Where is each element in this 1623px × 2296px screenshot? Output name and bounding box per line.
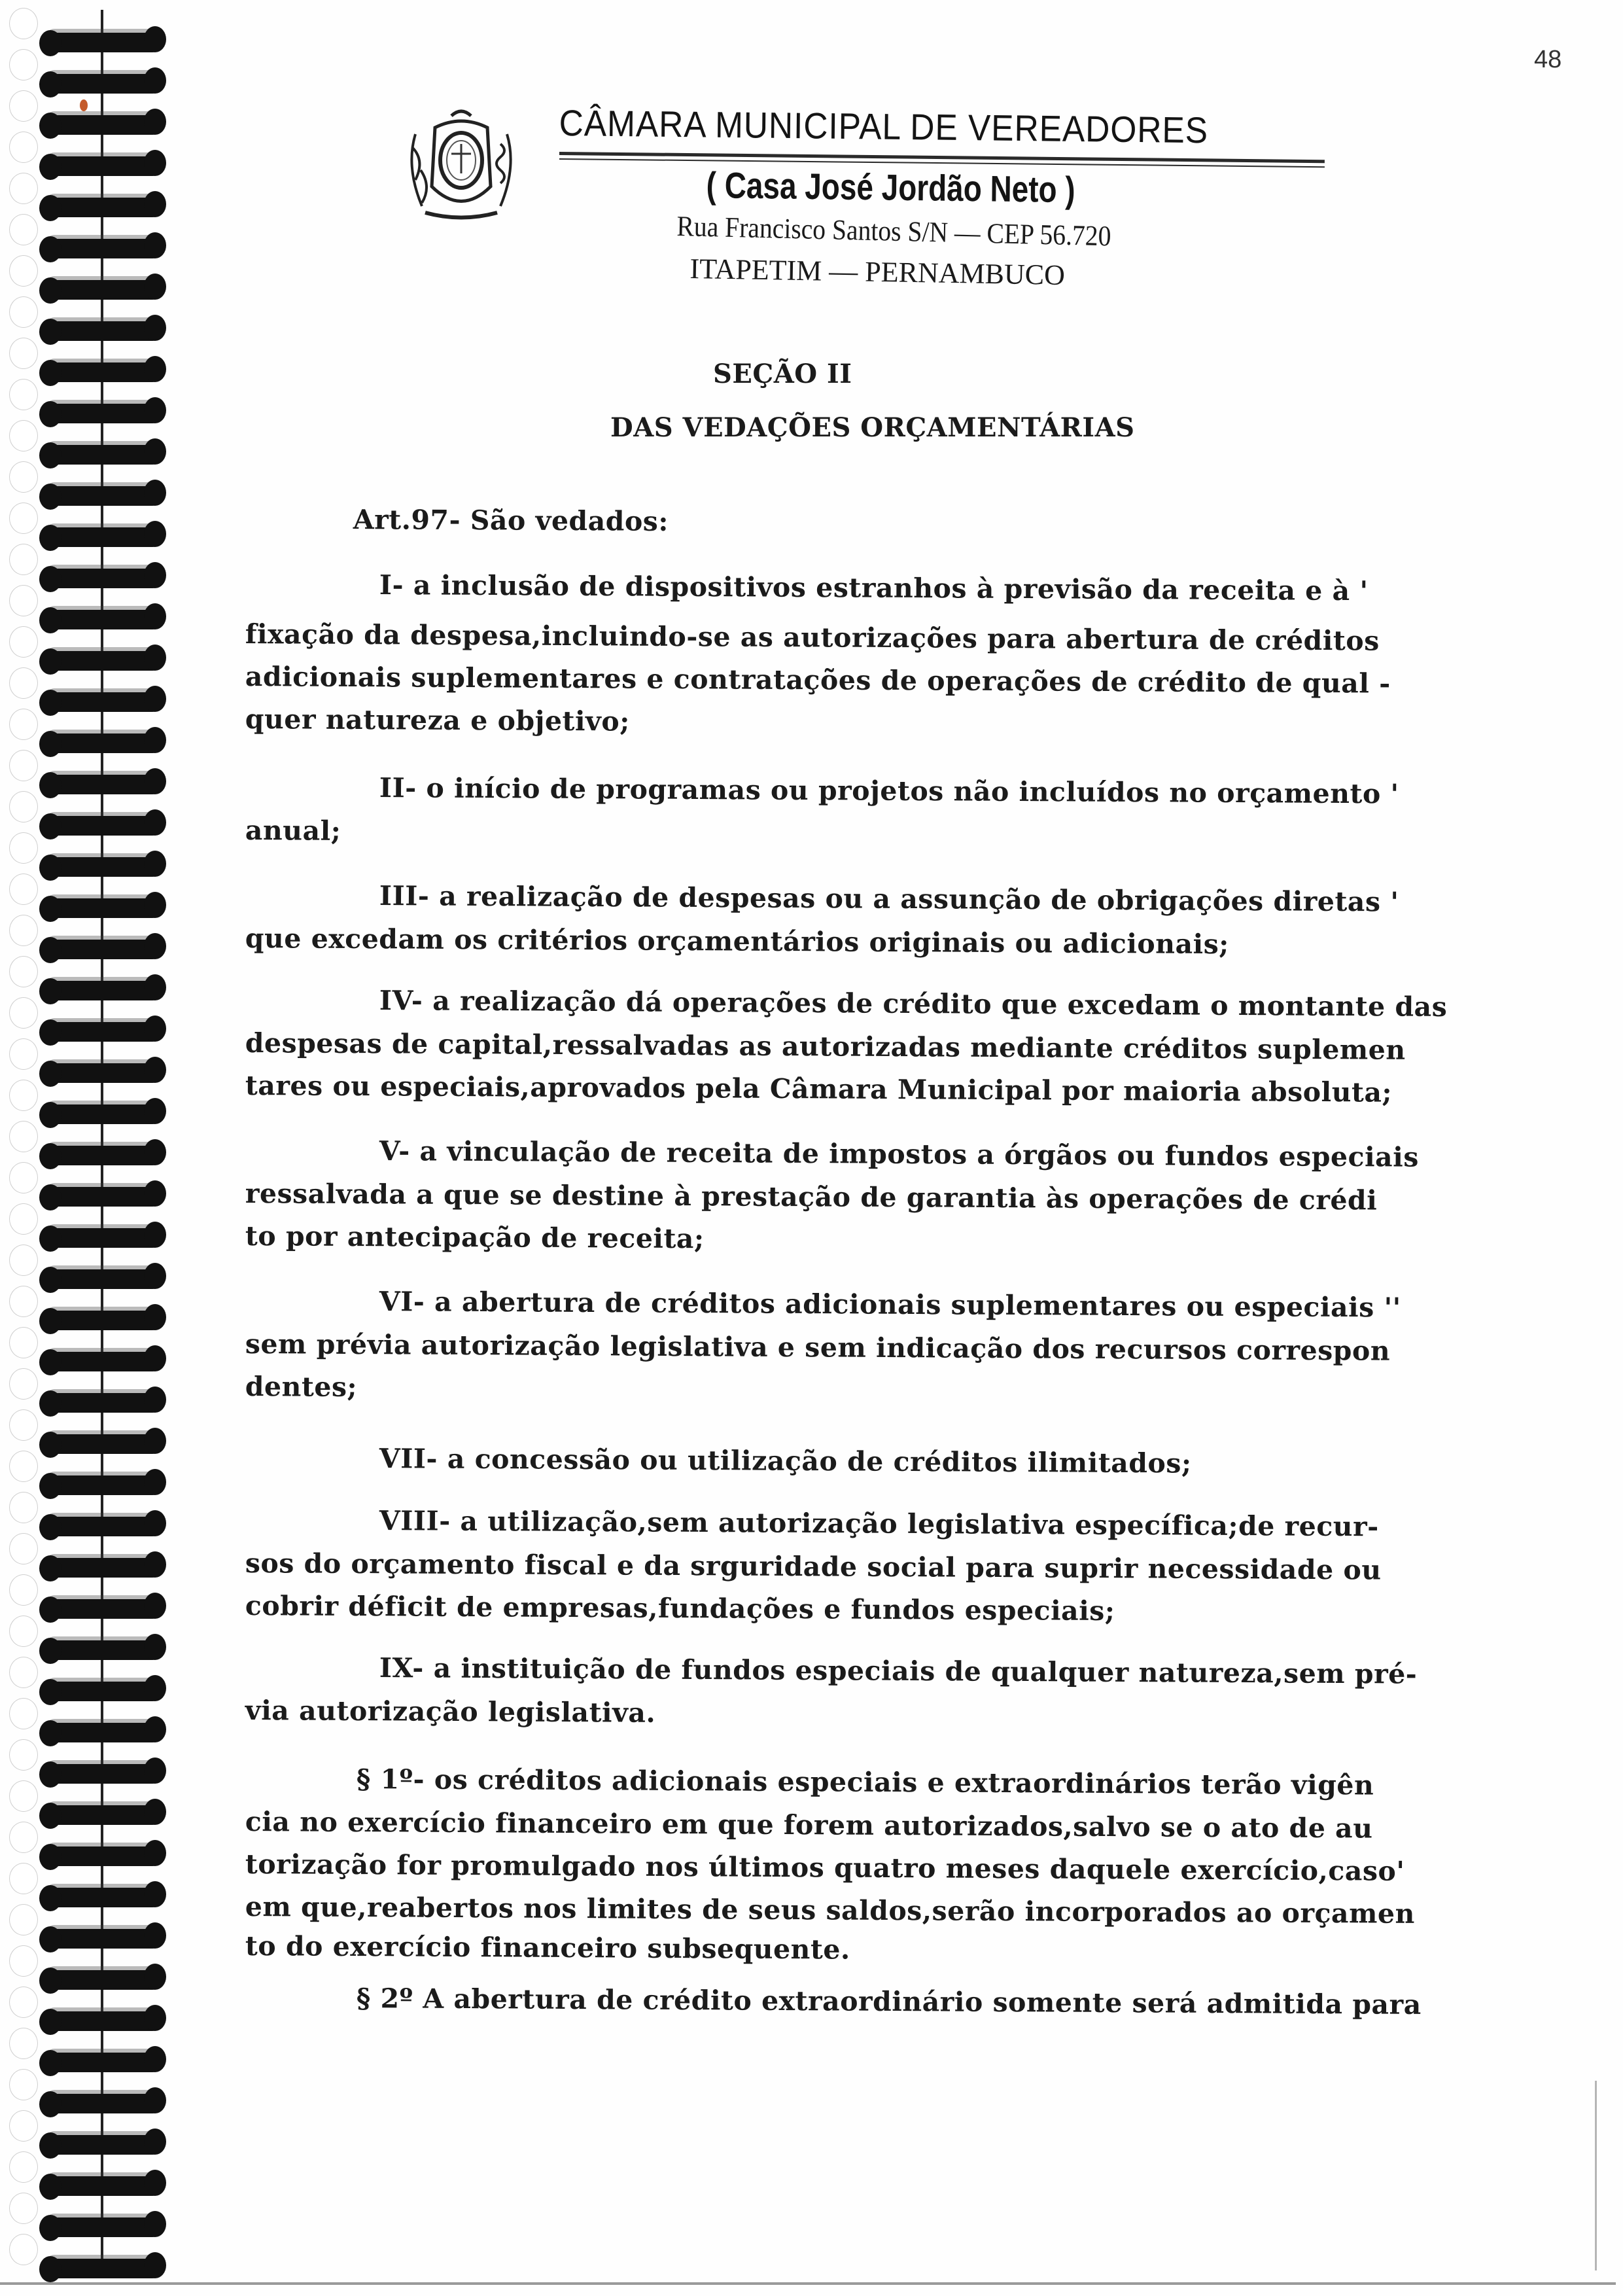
spiral-coil bbox=[44, 775, 162, 794]
text-line: torização for promulgado nos últimos quatro meses daquele exercício,caso' bbox=[245, 1848, 1405, 1887]
punch-hole bbox=[9, 874, 38, 905]
punch-hole bbox=[9, 1904, 38, 1935]
punch-hole bbox=[9, 997, 38, 1029]
punch-hole bbox=[9, 585, 38, 616]
spiral-coil bbox=[44, 1682, 162, 1701]
spiral-coil bbox=[44, 1146, 162, 1165]
spiral-coil bbox=[44, 280, 162, 300]
text-line: IV- a realização dá operações de crédito que excedam o montante das bbox=[379, 985, 1448, 1023]
spiral-coil bbox=[44, 198, 162, 217]
punch-hole bbox=[9, 750, 38, 781]
text-line: ressalvada a que se destine à prestação de garantia às operações de crédi bbox=[245, 1178, 1378, 1216]
spiral-coil bbox=[44, 857, 162, 877]
spiral-coil bbox=[44, 321, 162, 341]
punch-hole bbox=[9, 379, 38, 410]
punch-hole bbox=[9, 1863, 38, 1894]
text-line: VIII- a utilização,sem autorização legislativa específica;de recur- bbox=[379, 1505, 1379, 1543]
spiral-coil bbox=[44, 1269, 162, 1289]
page-edge-bottom bbox=[0, 2282, 1616, 2285]
page-edge bbox=[1595, 2081, 1597, 2270]
punch-hole bbox=[9, 1409, 38, 1441]
spiral-coil bbox=[44, 1888, 162, 1907]
section-title: DAS VEDAÇÕES ORÇAMENTÁRIAS bbox=[610, 412, 1135, 443]
spiral-coil bbox=[44, 527, 162, 547]
text-line: dentes; bbox=[245, 1371, 358, 1404]
spiral-coil bbox=[44, 1970, 162, 1990]
punch-hole bbox=[9, 1616, 38, 1647]
punch-hole bbox=[9, 1657, 38, 1688]
text-line: anual; bbox=[245, 815, 341, 847]
spiral-coil bbox=[44, 445, 162, 465]
punch-hole bbox=[9, 791, 38, 822]
letterhead-title: CÂMARA MUNICIPAL DE VEREADORES bbox=[559, 101, 1209, 151]
punch-hole bbox=[9, 461, 38, 493]
spiral-coil bbox=[44, 1558, 162, 1578]
punch-hole bbox=[9, 1162, 38, 1193]
text-line: quer natureza e objetivo; bbox=[245, 703, 630, 737]
letterhead-subtitle: ( Casa José Jordão Neto ) bbox=[706, 164, 1075, 211]
spiral-coil bbox=[44, 156, 162, 176]
text-line: sem prévia autorização legislativa e sem indicação dos recursos correspon bbox=[245, 1328, 1391, 1367]
punch-hole bbox=[9, 1327, 38, 1358]
text-line: V- a vinculação de receita de impostos a órgãos ou fundos especiais bbox=[379, 1135, 1420, 1173]
punch-hole bbox=[9, 90, 38, 122]
punch-hole bbox=[9, 709, 38, 740]
punch-hole bbox=[9, 296, 38, 328]
text-line: II- o início de programas ou projetos não incluídos no orçamento ' bbox=[379, 772, 1399, 810]
text-line: adicionais suplementares e contratações de operações de crédito de qual - bbox=[245, 661, 1391, 699]
punch-hole bbox=[9, 1780, 38, 1812]
spiral-coil bbox=[44, 1929, 162, 1949]
punch-hole bbox=[9, 338, 38, 369]
spiral-coil bbox=[44, 1063, 162, 1083]
spiral-coil bbox=[44, 1228, 162, 1248]
punch-hole bbox=[9, 544, 38, 575]
punch-hole bbox=[9, 49, 38, 80]
spiral-coil bbox=[44, 733, 162, 753]
spiral-coil bbox=[44, 1187, 162, 1207]
spiral-coil bbox=[44, 1805, 162, 1825]
letterhead-address: Rua Francisco Santos S/N — CEP 56.720 bbox=[676, 209, 1111, 253]
punch-hole bbox=[9, 173, 38, 204]
spiral-coil bbox=[44, 981, 162, 1000]
spiral-coil bbox=[44, 898, 162, 918]
text-line: to por antecipação de receita; bbox=[245, 1220, 705, 1255]
section-number: SEÇÃO II bbox=[713, 359, 852, 389]
text-line: via autorização legislativa. bbox=[245, 1695, 656, 1729]
punch-hole bbox=[9, 1080, 38, 1111]
spiral-coil bbox=[44, 2011, 162, 2031]
spiral-coil bbox=[44, 486, 162, 506]
text-line: VI- a abertura de créditos adicionais suplementares ou especiais '' bbox=[379, 1286, 1401, 1324]
punch-hole bbox=[9, 214, 38, 245]
punch-hole bbox=[9, 132, 38, 163]
spiral-coil bbox=[44, 2094, 162, 2113]
punch-hole bbox=[9, 2069, 38, 2100]
spiral-coil bbox=[44, 1723, 162, 1742]
punch-hole bbox=[9, 1822, 38, 1853]
spiral-coil bbox=[44, 1846, 162, 1866]
spiral-coil bbox=[44, 2176, 162, 2196]
spiral-coil bbox=[44, 1352, 162, 1371]
spiral-binding bbox=[0, 0, 196, 2277]
punch-hole bbox=[9, 8, 38, 39]
text-line: despesas de capital,ressalvadas as autorizadas mediante créditos suplemen bbox=[245, 1027, 1406, 1066]
spiral-coil bbox=[44, 1599, 162, 1619]
spiral-coil bbox=[44, 1517, 162, 1536]
text-line: cobrir déficit de empresas,fundações e fundos especiais; bbox=[245, 1590, 1115, 1627]
spiral-coil bbox=[44, 404, 162, 423]
spiral-coil bbox=[44, 940, 162, 959]
text-line: IX- a instituição de fundos especiais de qualquer natureza,sem pré- bbox=[379, 1652, 1418, 1690]
punch-hole bbox=[9, 1987, 38, 2018]
text-line: tares ou especiais,aprovados pela Câmara Municipal por maioria absoluta; bbox=[245, 1070, 1393, 1108]
spiral-coil bbox=[44, 816, 162, 836]
spiral-coil bbox=[44, 1104, 162, 1124]
title-underline bbox=[559, 152, 1325, 163]
punch-hole bbox=[9, 626, 38, 658]
punch-hole bbox=[9, 255, 38, 287]
punch-hole bbox=[9, 1739, 38, 1771]
letterhead-city: ITAPETIM — PERNAMBUCO bbox=[689, 252, 1066, 291]
spiral-coil bbox=[44, 651, 162, 671]
punch-hole bbox=[9, 1451, 38, 1482]
text-line: to do exercício financeiro subsequente. bbox=[245, 1930, 850, 1966]
punch-hole bbox=[9, 2151, 38, 2183]
punch-hole bbox=[9, 2110, 38, 2142]
stain-mark bbox=[80, 99, 88, 111]
page-number: 48 bbox=[1534, 46, 1562, 73]
punch-hole bbox=[9, 915, 38, 946]
text-line: Art.97- São vedados: bbox=[353, 504, 669, 537]
punch-hole bbox=[9, 1945, 38, 1977]
text-line: fixação da despesa,incluindo-se as autorizações para abertura de créditos bbox=[245, 618, 1380, 657]
punch-hole bbox=[9, 1368, 38, 1400]
punch-hole bbox=[9, 1574, 38, 1606]
text-line: III- a realização de despesas ou a assunção de obrigações diretas ' bbox=[379, 880, 1399, 918]
text-line: § 1º- os créditos adicionais especiais e extraordinários terão vigên bbox=[356, 1763, 1374, 1801]
punch-hole bbox=[9, 2193, 38, 2224]
punch-hole bbox=[9, 503, 38, 534]
punch-hole bbox=[9, 1698, 38, 1729]
punch-hole bbox=[9, 1286, 38, 1317]
spiral-coil bbox=[44, 1475, 162, 1495]
punch-hole bbox=[9, 1203, 38, 1235]
text-line: I- a inclusão de dispositivos estranhos à previsão da receita e à ' bbox=[379, 569, 1369, 607]
spiral-coil bbox=[44, 1393, 162, 1413]
spiral-coil bbox=[44, 2217, 162, 2237]
punch-hole bbox=[9, 2028, 38, 2059]
spiral-coil bbox=[44, 362, 162, 382]
punch-hole bbox=[9, 1492, 38, 1523]
spiral-coil bbox=[44, 2259, 162, 2278]
text-line: sos do orçamento fiscal e da srguridade social para suprir necessidade ou bbox=[245, 1547, 1382, 1586]
spiral-coil bbox=[44, 692, 162, 712]
spiral-coil bbox=[44, 1640, 162, 1660]
punch-hole bbox=[9, 420, 38, 451]
spiral-coil bbox=[44, 1434, 162, 1454]
spiral-coil bbox=[44, 2053, 162, 2072]
punch-hole bbox=[9, 1245, 38, 1276]
text-line: VII- a concessão ou utilização de créditos ilimitados; bbox=[379, 1443, 1192, 1479]
punch-hole bbox=[9, 1121, 38, 1152]
text-line: que excedam os critérios orçamentários originais ou adicionais; bbox=[245, 923, 1230, 961]
spiral-coil bbox=[44, 610, 162, 629]
punch-hole bbox=[9, 2234, 38, 2265]
punch-hole bbox=[9, 956, 38, 987]
text-line: cia no exercício financeiro em que forem autorizados,salvo se o ato de au bbox=[245, 1806, 1373, 1845]
spiral-coil bbox=[44, 239, 162, 258]
punch-hole bbox=[9, 1038, 38, 1070]
punch-hole bbox=[9, 667, 38, 699]
spiral-coil bbox=[44, 74, 162, 94]
coat-of-arms-seal bbox=[396, 108, 527, 232]
text-line: em que,reabertos nos limites de seus saldos,serão incorporados ao orçamen bbox=[245, 1891, 1415, 1930]
spiral-coil bbox=[44, 2135, 162, 2155]
spiral-coil bbox=[44, 1764, 162, 1784]
punch-hole bbox=[9, 1533, 38, 1564]
punch-hole bbox=[9, 832, 38, 864]
spiral-coil bbox=[44, 115, 162, 135]
spiral-coil bbox=[44, 569, 162, 588]
spiral-coil bbox=[44, 1022, 162, 1042]
text-line: § 2º A abertura de crédito extraordinário somente será admitida para bbox=[356, 1983, 1422, 2021]
spiral-coil bbox=[44, 1311, 162, 1330]
spiral-coil bbox=[44, 33, 162, 52]
